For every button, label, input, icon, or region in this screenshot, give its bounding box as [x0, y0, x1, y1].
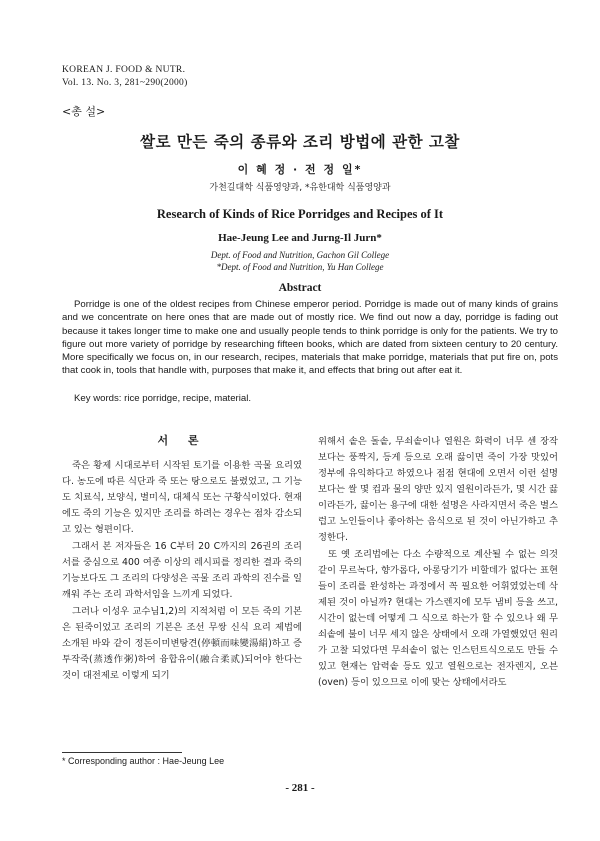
english-title: Research of Kinds of Rice Porridges and Recipes of It — [156, 207, 444, 221]
intro-paragraph: 또 옛 조리법에는 다소 수량적으로 계산될 수 없는 의것같이 무르녹다, 향가롭다, 아롱당기가 비할데가 없다는 표현들이 조리를 완성하는 과정에서 꼭 필요한 어휘였었는데 삭제된 것이 아닐까? 현대는 가스렌지에 모두 냄비 등을 쓰고, 시간이 없는데 어떻게 그 식으로 하는가 할 수 있으나 왜 무쇠솥에 불이 너무 세지 않은 상태에서 오래 가열했었던 원리가 고찰 되었다면 무쇠솥이 없는 인스턴트식으로도 만들 수 있고 현재는 압력솥 등도 있고 열원으로는 전자렌지, 오븐(oven) 등이 있으므로 이에 맞는 상태에서라도 — [318, 549, 558, 688]
intro-paragraph: 그러나 이성우 교수님1,2)의 지적처럼 이 모든 죽의 기본은 된죽이었고 조리의 기본은 조선 무쌍 신식 요리 제법에 소개된 바와 같이 정돈이미변탕견(停頓而味變湯絹)하고 증투작죽(蒸透作粥)하여 융합유이(融合柔贰)되어야 한다는 것이 대전제로 이렇게 되기 — [62, 606, 302, 681]
intro-paragraph: 위해서 솥은 돌솥, 무쇠솥이나 열원은 화력이 너무 센 장작보다는 풍짝지, 등게 등으로 오래 끓이면 죽이 가장 맛있어 정부에 유익하다고 하였으나 점점 현대에 오면서 이런 설명보다는 쌀 몇 컵과 물의 양만 있지 열원이라든가, 몇 시간 끓이라든가, 끓이는 용구에 대한 설명은 사라지면서 죽은 별스럽고 노인들이나 좋아하는 음식으로 된 것이 아닌가하고 추정한다. — [318, 436, 558, 543]
intro-paragraph: 그래서 본 저자들은 16 C부터 20 C까지의 26권의 조리서를 중심으로 400 여종 이상의 레시피를 정리한 결과 죽의 기능보다도 그 조리의 다양성은 곡물 조리 과학의 진수를 일깨워 주는 조리 과학서임을 느끼게 되었다. — [62, 541, 302, 600]
abstract-text: Porridge is one of the oldest recipes from Chinese emperor period. Porridge is made out of many kinds of grains and we concentrate on here ones that are made out of mostly rice. We find out now a day, porridge is fading out because it takes longer time to make one and usually people tends to think porridge is only for the patients. We try to figure out more variety of porridge by researching fifteen books, which are dated from sixteen century to 20 century. More specifically we focus on, in our research, recipes, materials that make porridge, materials that put fire on, pots that cook in, tools that handle with, purposes that make it, and effects that bring out after eat it. — [62, 299, 558, 377]
section-tag: <총 설> — [62, 105, 106, 118]
affiliation-line-2: *Dept. of Food and Nutrition, Yu Han College — [216, 262, 384, 272]
abstract-body — [62, 298, 558, 378]
page-number: - 281 - — [285, 782, 315, 794]
affiliation-line-1: Dept. of Food and Nutrition, Gachon Gil College — [210, 250, 390, 260]
english-authors: Hae-Jeung Lee and Jurng-Il Jurn* — [218, 232, 382, 244]
journal-name: KOREAN J. FOOD & NUTR. — [62, 65, 186, 75]
left-column — [62, 458, 302, 685]
korean-authors: 이 혜 정 · 전 정 일* — [237, 163, 363, 176]
abstract-heading: Abstract — [278, 282, 322, 294]
korean-affiliation: 가천길대학 식품영양과, *유한대학 식품영양과 — [209, 183, 391, 193]
journal-info — [62, 64, 188, 90]
keywords: Key words: rice porridge, recipe, material. — [74, 393, 252, 404]
right-column — [318, 434, 558, 692]
footnote-divider — [62, 752, 182, 753]
intro-paragraph: 죽은 황제 시대로부터 시작된 토기를 이용한 곡물 요리였다. 농도에 따른 식단과 죽 또는 탕으로도 불렸었고, 그 기능도 치료식, 보양식, 별미식, 대체식 또는 구황식이었다. 현재에도 죽의 기능은 있지만 조리를 하려는 경우는 점차 감소되고 있는 형편이다. — [62, 460, 302, 535]
english-affiliation — [0, 249, 600, 273]
journal-volume: Vol. 13. No. 3, 281~290(2000) — [62, 78, 188, 88]
korean-title: 쌀로 만든 죽의 종류와 조리 방법에 관한 고찰 — [140, 133, 460, 151]
footnote: * Corresponding author : Hae-Jeung Lee — [62, 756, 225, 766]
section-heading-intro: 서 론 — [157, 434, 207, 447]
